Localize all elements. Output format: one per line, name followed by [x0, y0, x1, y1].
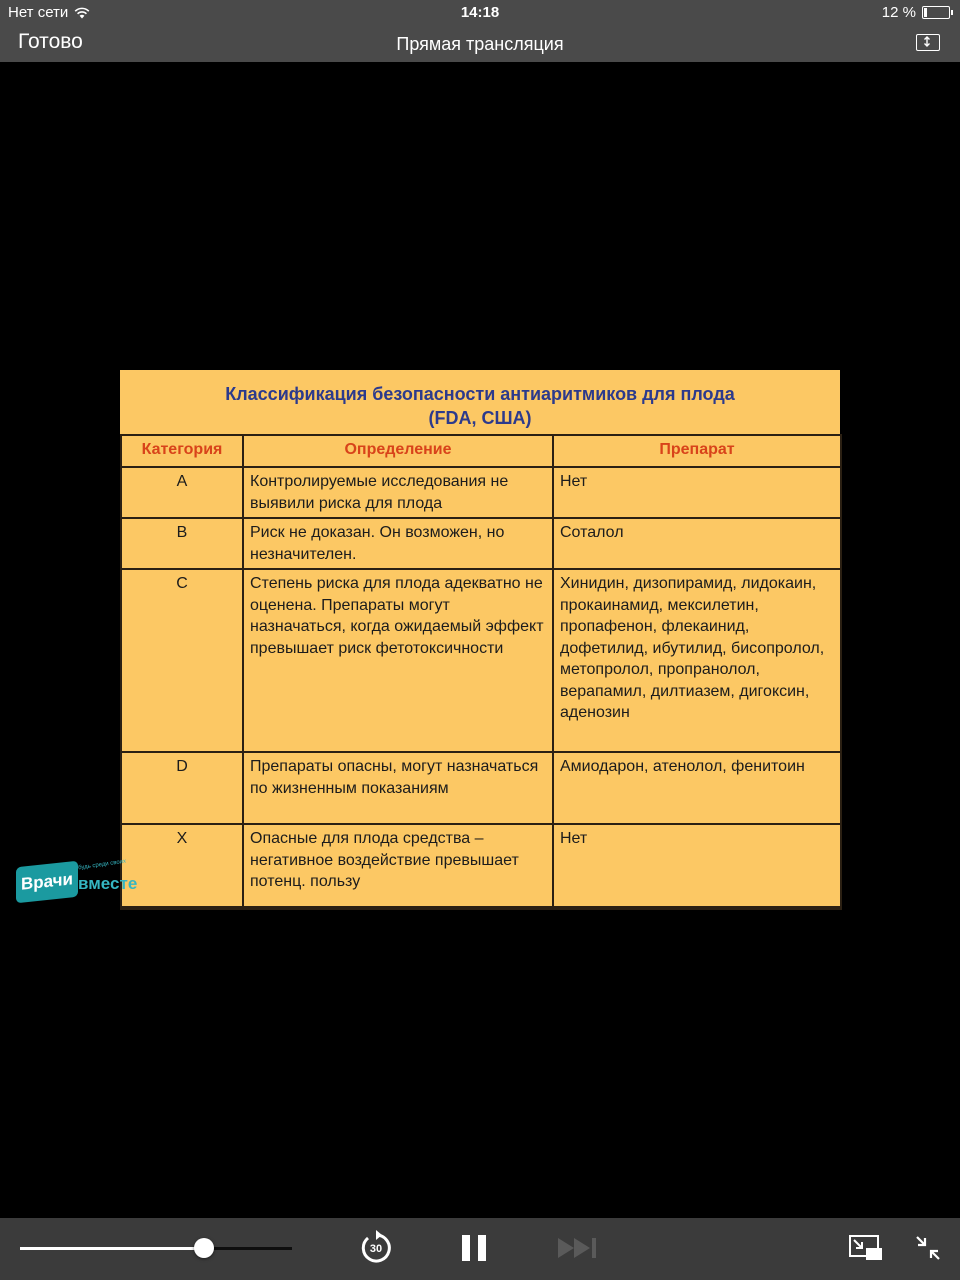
slide-title-line2: (FDA, США) — [428, 408, 532, 428]
exit-fullscreen-button[interactable] — [914, 1234, 942, 1262]
skip-back-seconds: 30 — [369, 1243, 383, 1255]
drug-cell: Хинидин, дизопирамид, лидокаин, прокаинамид, мексилетин, пропафенон, флекаинид, дофетилид, ибутилид, бисопролол, метопролол, пропранолол, верапамил, дилтиазем, дигоксин, аденозин — [553, 569, 841, 752]
battery-percentage: 12 % — [881, 4, 916, 21]
channel-logo — [16, 858, 148, 904]
status-right — [864, 4, 950, 21]
header-category: Категория — [121, 435, 243, 467]
table-row — [121, 569, 841, 752]
table-header-row — [121, 435, 841, 467]
nav-title: Прямая трансляция — [396, 34, 564, 54]
definition-cell: Опасные для плода средства – негативное воздействие превышает потенц. пользу — [243, 824, 553, 908]
skip-back-30-icon — [358, 1230, 394, 1266]
next-track-button[interactable] — [556, 1236, 600, 1260]
table-row — [121, 518, 841, 569]
picture-in-picture-icon — [848, 1234, 884, 1262]
battery-level — [924, 8, 927, 17]
drug-cell: Нет — [553, 824, 841, 908]
picture-in-picture-button[interactable] — [848, 1234, 884, 1262]
slide-title — [120, 382, 840, 430]
category-cell: A — [121, 467, 243, 518]
logo-badge: Врачи — [16, 861, 78, 904]
definition-cell: Степень риска для плода адекватно не оценена. Препараты могут назначаться, когда ожидаемый эффект превышает риск фетотоксичности — [243, 569, 553, 752]
done-button[interactable]: Готово — [18, 30, 83, 53]
header-definition: Определение — [243, 435, 553, 467]
category-cell: B — [121, 518, 243, 569]
definition-cell: Контролируемые исследования не выявили риска для плода — [243, 467, 553, 518]
logo-slogan: будь среди своих — [77, 858, 127, 872]
classification-table — [120, 434, 842, 910]
moon-icon — [864, 7, 876, 19]
playback-control-bar — [0, 1218, 960, 1280]
definition-cell: Препараты опасны, могут назначаться по жизненным показаниям — [243, 752, 553, 824]
pause-button[interactable] — [460, 1234, 488, 1262]
nav-bar — [0, 26, 960, 62]
definition-cell: Риск не доказан. Он возможен, но незначителен. — [243, 518, 553, 569]
category-cell: X — [121, 824, 243, 908]
table-row — [121, 824, 841, 908]
expand-vertical-icon — [916, 34, 938, 49]
skip-back-button[interactable] — [358, 1230, 394, 1266]
progress-fill — [20, 1247, 204, 1250]
aspect-ratio-button[interactable] — [916, 34, 940, 51]
drug-cell: Нет — [553, 467, 841, 518]
status-bar — [0, 0, 960, 26]
progress-slider[interactable] — [20, 1247, 292, 1250]
table-row — [121, 752, 841, 824]
category-cell: C — [121, 569, 243, 752]
pause-icon — [460, 1234, 488, 1262]
drug-cell: Соталол — [553, 518, 841, 569]
collapse-icon — [914, 1234, 942, 1262]
video-slide — [120, 370, 840, 910]
skip-forward-icon — [556, 1236, 600, 1260]
carrier-text: Нет сети — [8, 4, 69, 21]
table-row — [121, 467, 841, 518]
category-cell: D — [121, 752, 243, 824]
logo-word: вместе — [78, 874, 138, 893]
battery-icon — [922, 6, 950, 19]
clock-time: 14:18 — [460, 4, 500, 21]
drug-cell: Амиодарон, атенолол, фенитоин — [553, 752, 841, 824]
header-drug: Препарат — [553, 435, 841, 467]
progress-thumb[interactable] — [194, 1238, 214, 1258]
slide-title-line1: Классификация безопасности антиаритмиков для плода — [225, 384, 735, 404]
